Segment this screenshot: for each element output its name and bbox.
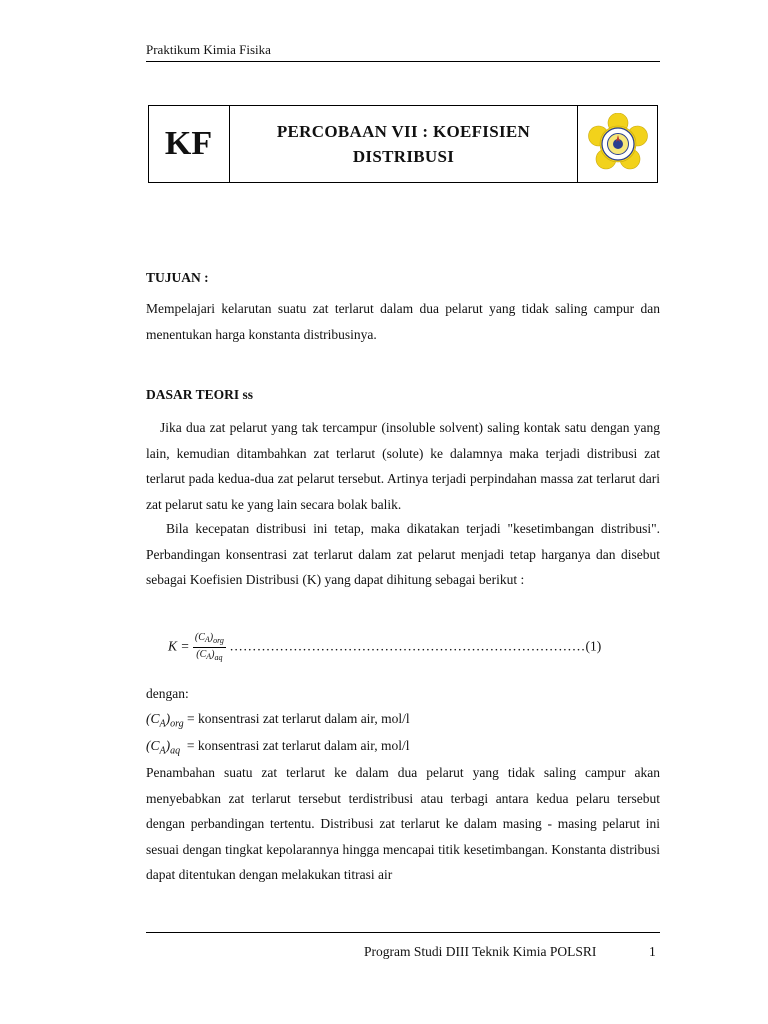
tujuan-text: Mempelajari kelarutan suatu zat terlarut dalam dua pelarut yang tidak saling campur dan menentukan harga konstanta distribusinya. (146, 301, 660, 342)
course-code: KF (148, 105, 230, 183)
university-seal-icon (587, 113, 649, 175)
running-header: Praktikum Kimia Fisika (146, 42, 271, 57)
header-divider (146, 61, 660, 62)
equation-lhs: K = (168, 638, 190, 654)
body-paragraph-3: Penambahan suatu zat terlarut ke dalam dua pelarut yang tidak saling campur akan menyebabkan zat terlarut tersebut terdistribusi atau terbagi antara kedua pelaru tersebut dengan perbandingan tertentu. Distribusi zat terlarut ke dalam masing - masing pelarut ini sesuai dengan tingkat kepolarannya hingga mencapai titik kesetimbangan. Konstanta distribusi dapat ditentukan dengan melakukan titrasi air (146, 765, 660, 882)
dasar-teori-paragraph-1: Jika dua zat pelarut yang tak tercampur (insoluble solvent) saling kontak satu dengan yang lain, kemudian ditambahkan zat terlarut (solute) ke dalamnya maka terjadi distribusi zat terlarut pada kedua-dua zat pelarut tersebut. Artinya terjadi perpindahan massa zat terlarut dari zat pelarut satu ke yang lain secara bolak balik. (146, 420, 660, 512)
definition-text: = konsentrasi zat terlarut dalam air, mol/l (180, 738, 410, 753)
equation-numerator: $(C_A)_{org}$ (193, 631, 226, 648)
section-heading-tujuan: TUJUAN : (146, 270, 209, 285)
experiment-title-line2: DISTRIBUSI (352, 147, 455, 166)
section-heading-dasar-teori: DASAR TEORI ss (146, 387, 254, 402)
equation-number: (1) (585, 638, 602, 654)
equation-leader-dots: …………………………………………………………………… (229, 638, 586, 654)
definitions-intro: dengan: (146, 686, 189, 701)
footer-program: Program Studi DIII Teknik Kimia POLSRI (364, 944, 597, 959)
definition-text: = konsentrasi zat terlarut dalam air, mol/l (183, 711, 410, 726)
definition-symbol: $(C_A)_{org}$ (146, 711, 184, 730)
footer-divider (146, 932, 660, 933)
experiment-title-line1: PERCOBAAN VII : KOEFISIEN (276, 122, 531, 141)
page-number: 1 (649, 944, 656, 959)
dasar-teori-paragraph-2: Bila kecepatan distribusi ini tetap, maka dikatakan terjadi "kesetimbangan distribusi". Perbandingan konsentrasi zat terlarut dalam zat pelarut menjadi tetap harganya dan disebut sebagai Koefisien Distribusi (K) yang dapat dihitung sebagai berikut : (146, 521, 660, 587)
equation-fraction (193, 631, 226, 664)
experiment-title (230, 105, 577, 183)
definition-symbol: $(C_A)_{aq}$ (146, 738, 181, 757)
equation-denominator: $(C_A)_{aq}$ (196, 649, 223, 662)
logo-cell (577, 105, 658, 183)
equation-1 (168, 631, 601, 664)
